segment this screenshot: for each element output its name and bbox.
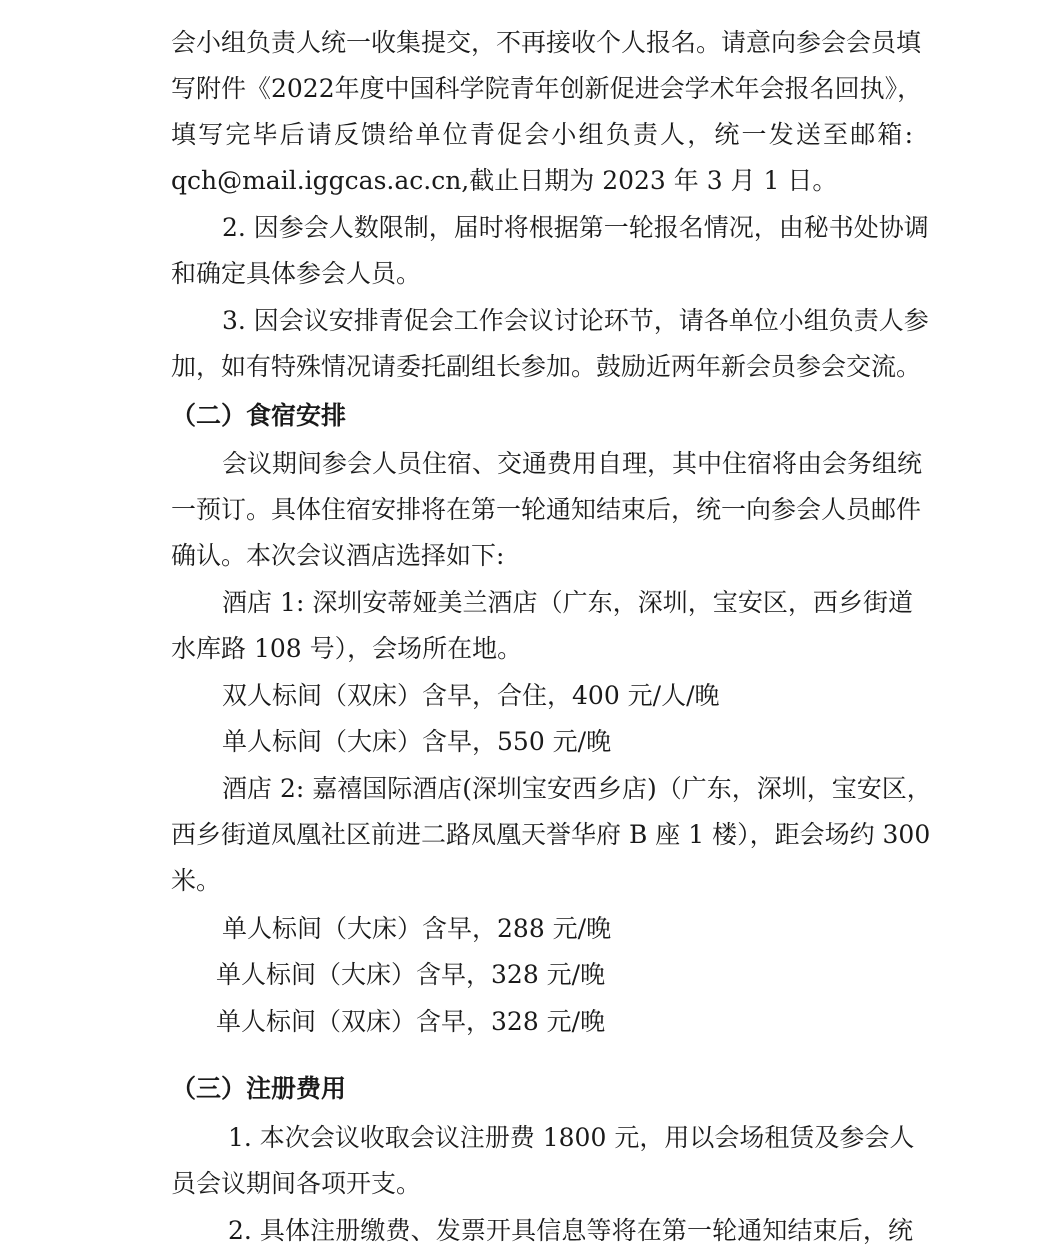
paragraph-line: 和确定具体参会人员。 <box>171 259 422 288</box>
email-line: qch@mail.iggcas.ac.cn,截止日期为 2023 年 3 月 1 日。 <box>171 166 838 195</box>
room-rate-line: 单人标间（双床）含早，328 元/晚 <box>216 1007 606 1036</box>
paragraph-line: 米。 <box>171 866 222 895</box>
list-item-2: 2. 具体注册缴费、发票开具信息等将在第一轮通知结束后，统 <box>228 1216 913 1245</box>
paragraph-line: 一预订。具体住宿安排将在第一轮通知结束后，统一向参会人员邮件 <box>171 495 922 524</box>
paragraph-line: 加，如有特殊情况请委托副组长参加。鼓励近两年新会员参会交流。 <box>171 352 922 381</box>
paragraph-line: 填写完毕后请反馈给单位青促会小组负责人，统一发送至邮箱: <box>171 120 913 149</box>
section-heading-lodging: （二）食宿安排 <box>171 401 347 430</box>
room-rate-line: 单人标间（大床）含早，550 元/晚 <box>222 727 612 756</box>
room-rate-line: 单人标间（大床）含早，328 元/晚 <box>216 960 606 989</box>
room-rate-line: 双人标间（双床）含早，合住，400 元/人/晚 <box>222 681 720 710</box>
paragraph-line: 确认。本次会议酒店选择如下: <box>171 541 505 570</box>
paragraph-line: 会议期间参会人员住宿、交通费用自理，其中住宿将由会务组统 <box>222 449 923 478</box>
hotel-2-address: 西乡街道凤凰社区前进二路凤凰天誉华府 B 座 1 楼），距会场约 300 <box>171 820 931 849</box>
list-item-3: 3. 因会议安排青促会工作会议讨论环节，请各单位小组负责人参 <box>222 306 929 335</box>
list-item-2: 2. 因参会人数限制，届时将根据第一轮报名情况，由秘书处协调 <box>222 213 929 242</box>
section-heading-registration-fee: （三）注册费用 <box>171 1074 347 1103</box>
paragraph-line: 写附件《2022年度中国科学院青年创新促进会学术年会报名回执》， <box>171 74 923 103</box>
hotel-2-line: 酒店 2: 嘉禧国际酒店(深圳宝安西乡店)（广东，深圳，宝安区， <box>222 774 932 803</box>
list-item-1: 1. 本次会议收取会议注册费 1800 元，用以会场租赁及参会人 <box>228 1123 915 1152</box>
room-rate-line: 单人标间（大床）含早，288 元/晚 <box>222 914 612 943</box>
hotel-1-line: 酒店 1: 深圳安蒂娅美兰酒店（广东，深圳，宝安区，西乡街道 <box>222 588 913 617</box>
hotel-1-address: 水库路 108 号），会场所在地。 <box>171 634 523 663</box>
paragraph-line: 员会议期间各项开支。 <box>171 1169 422 1198</box>
paragraph-line: 会小组负责人统一收集提交，不再接收个人报名。请意向参会会员填 <box>171 28 922 57</box>
